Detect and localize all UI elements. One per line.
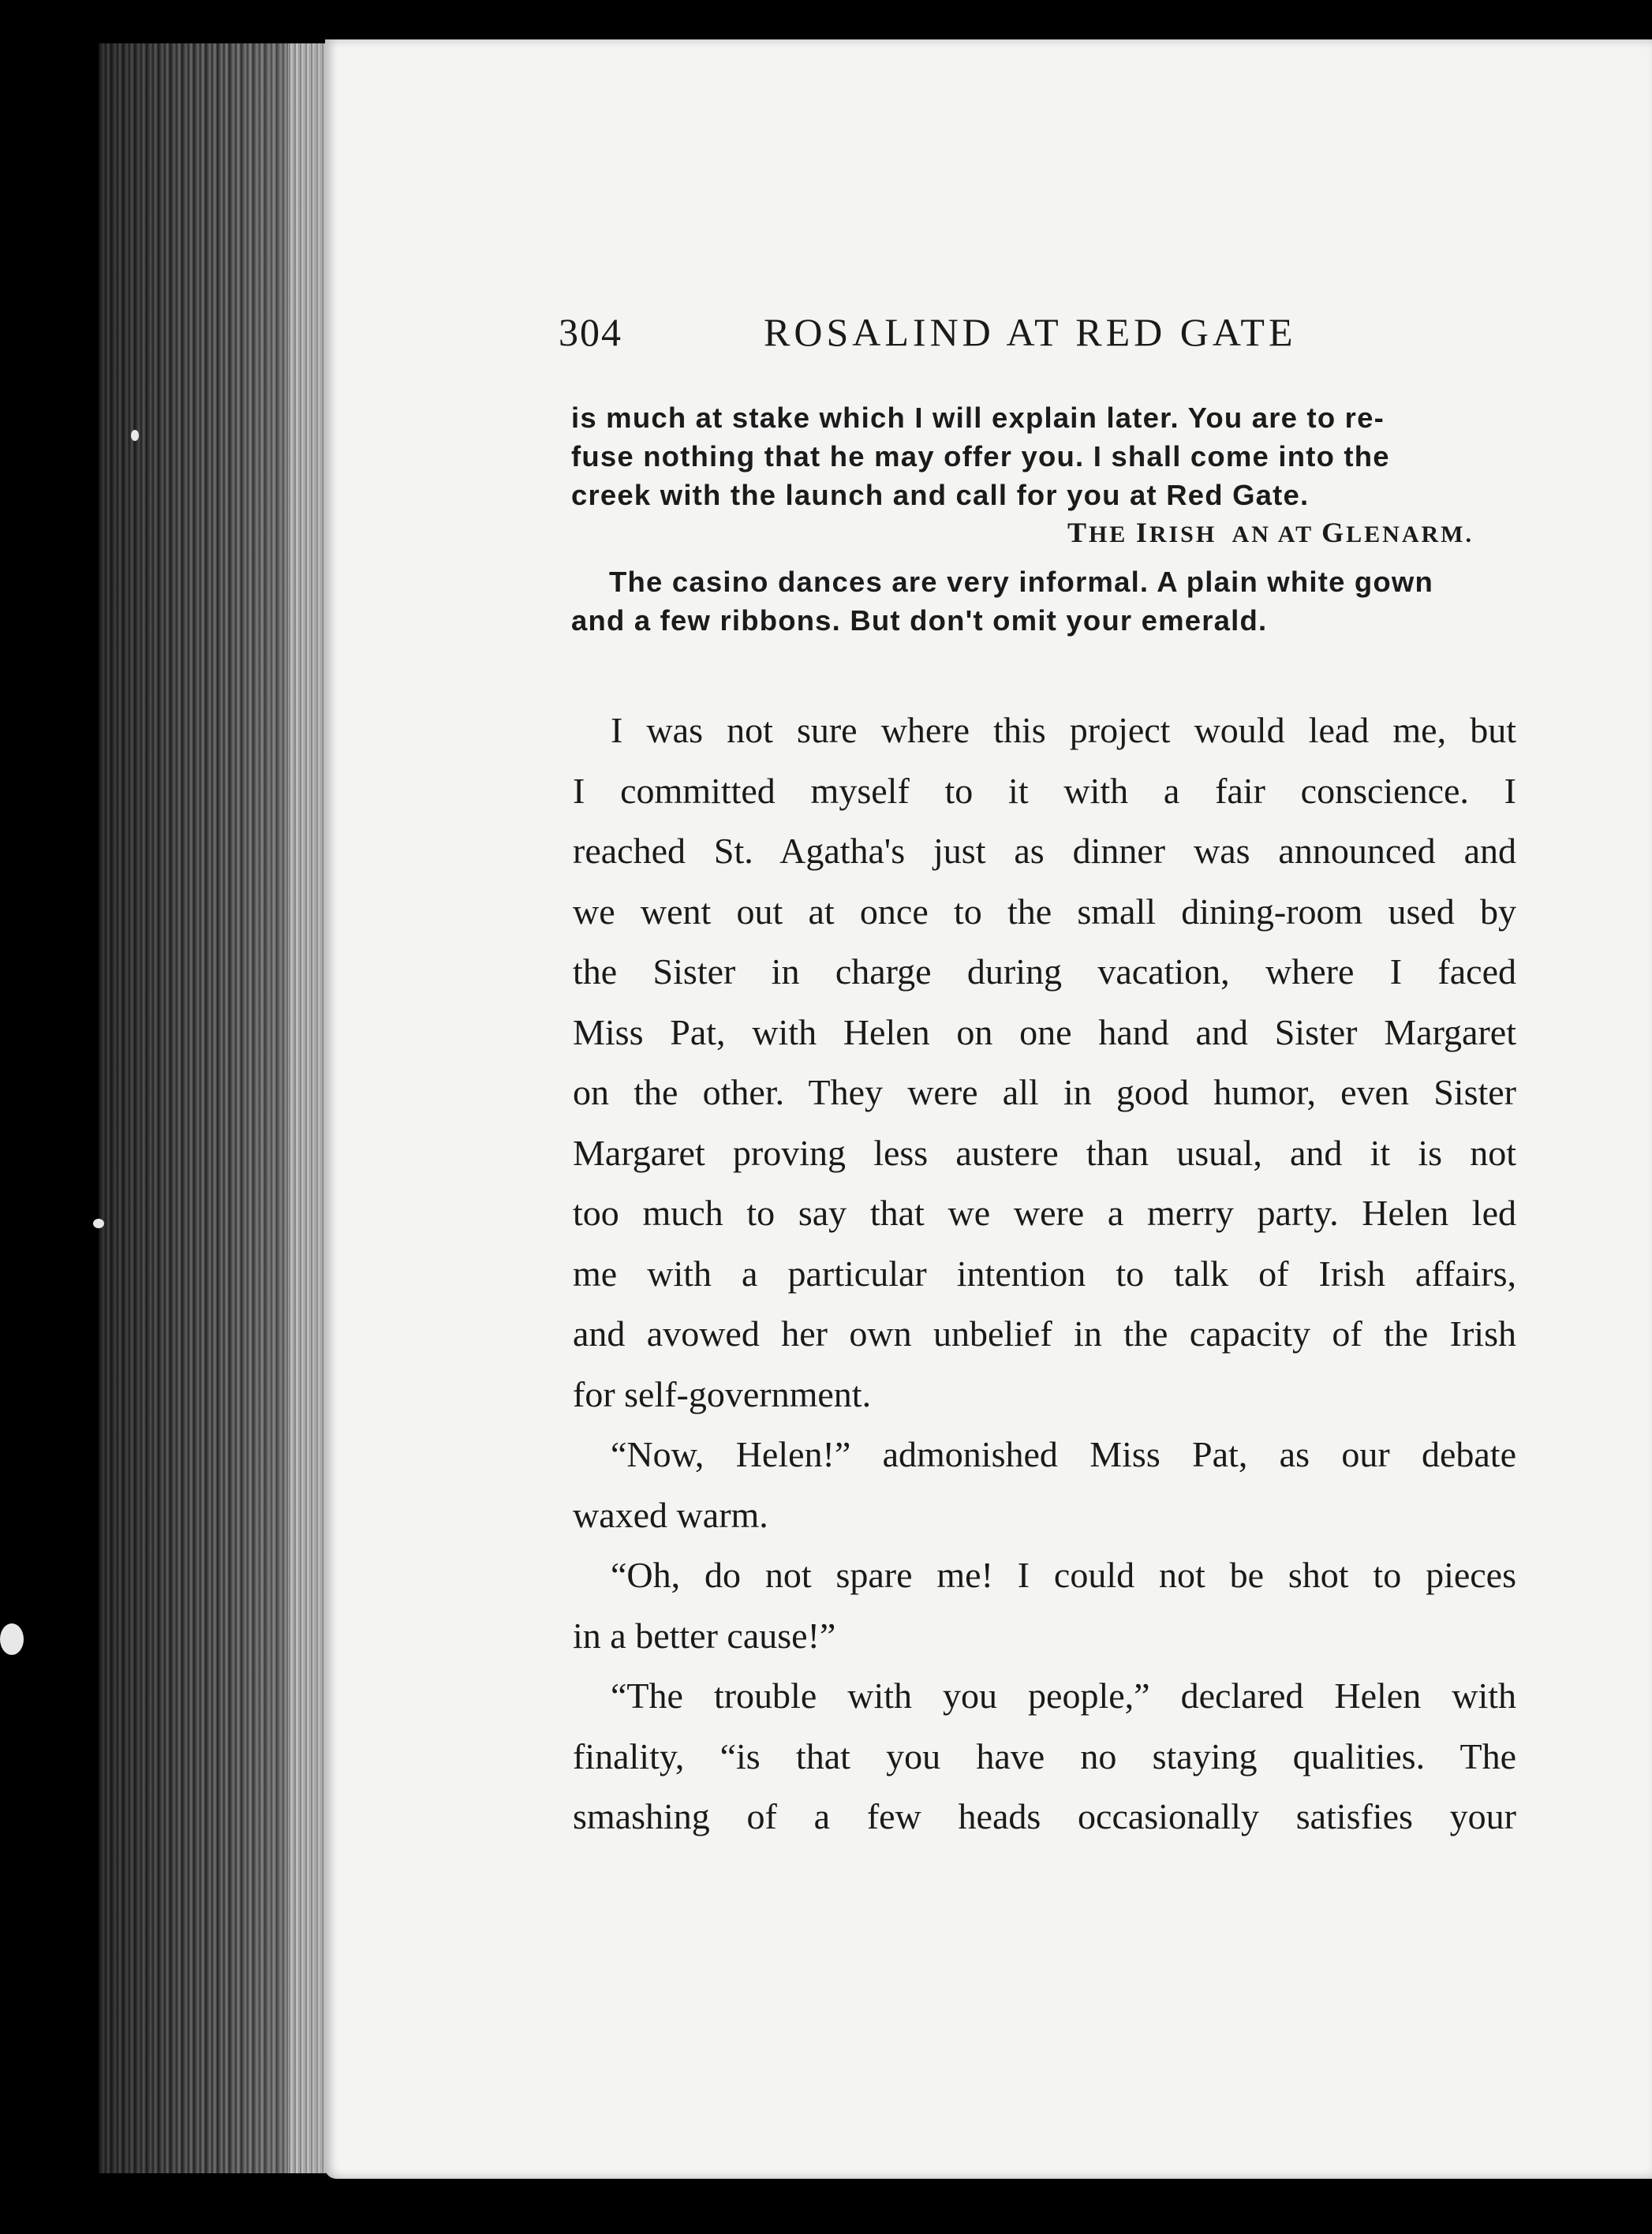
letter-line: fuse nothing that he may offer you. I shall come into the bbox=[571, 440, 1390, 473]
letter-line: is much at stake which I will explain later. You are to re- bbox=[571, 402, 1385, 434]
paragraph-line: and avowed her own unbelief in the capacity of the Irish bbox=[573, 1313, 1516, 1354]
page-number: 304 bbox=[559, 310, 622, 354]
postscript-line: and a few ribbons. But don't omit your emerald. bbox=[571, 604, 1268, 637]
paragraph-line: in a better cause!” bbox=[573, 1615, 836, 1656]
paragraph-line: smashing of a few heads occasionally satisfies your bbox=[573, 1796, 1516, 1836]
paragraph-line: I was not sure where this project would lead me, but bbox=[611, 710, 1516, 750]
paragraph-line: reached St. Agatha's just as dinner was announced and bbox=[573, 831, 1516, 871]
body-text bbox=[573, 700, 1516, 1847]
paragraph-line: me with a particular intention to talk of Irish affairs, bbox=[573, 1253, 1516, 1294]
paragraph-line: “Oh, do not spare me! I could not be shot to pieces bbox=[611, 1555, 1516, 1595]
paragraph-line: I committed myself to it with a fair conscience. I bbox=[573, 770, 1516, 811]
paragraph-line: we went out at once to the small dining-room used by bbox=[573, 891, 1516, 932]
paragraph-line: for self-government. bbox=[573, 1373, 872, 1414]
letter-postscript bbox=[571, 562, 1510, 640]
running-title: ROSALIND AT RED GATE bbox=[764, 310, 1297, 354]
book-binding bbox=[288, 43, 327, 2173]
letter-signature: THE IRISH AN AT GLENARM. bbox=[1067, 517, 1474, 548]
paragraph-line: too much to say that we were a merry party. Helen led bbox=[573, 1193, 1516, 1233]
dust-speck bbox=[93, 1219, 104, 1228]
paragraph-line: finality, “is that you have no staying qualities. The bbox=[573, 1735, 1516, 1776]
postscript-line: The casino dances are very informal. A plain white gown bbox=[609, 566, 1433, 598]
paragraph-line: the Sister in charge during vacation, where I faced bbox=[573, 951, 1516, 992]
paragraph-line: on the other. They were all in good humor, even Sister bbox=[573, 1072, 1516, 1112]
quoted-letter bbox=[571, 398, 1510, 640]
paragraph-line: Miss Pat, with Helen on one hand and Sister Margaret bbox=[573, 1011, 1516, 1052]
dust-speck bbox=[0, 1623, 24, 1655]
paragraph-line: “The trouble with you people,” declared Helen with bbox=[611, 1676, 1516, 1716]
letter-line: creek with the launch and call for you at Red Gate. bbox=[571, 479, 1310, 511]
dust-speck bbox=[131, 430, 139, 441]
paragraph-line: waxed warm. bbox=[573, 1494, 768, 1535]
paragraph-line: “Now, Helen!” admonished Miss Pat, as our debate bbox=[611, 1434, 1516, 1474]
running-head bbox=[559, 309, 1324, 364]
paragraph-line: Margaret proving less austere than usual, and it is not bbox=[573, 1132, 1516, 1173]
